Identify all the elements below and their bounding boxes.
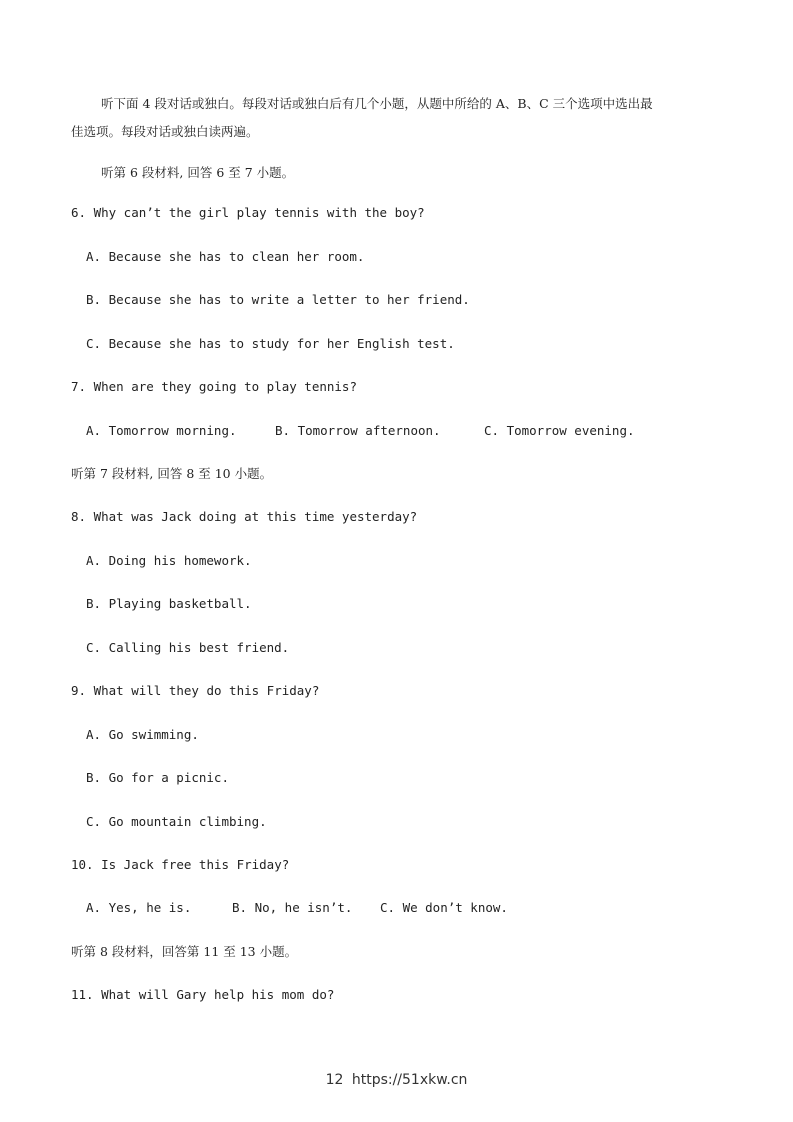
question-8-option-a: A. Doing his homework.	[86, 553, 252, 568]
section-8-header: 听第 8 段材料，回答第 11 至 13 小题。	[71, 944, 298, 959]
question-10: 10. Is Jack free this Friday?	[71, 857, 290, 872]
question-10-option-a: A. Yes, he is.	[86, 900, 192, 915]
question-8-option-b: B. Playing basketball.	[86, 596, 252, 611]
question-9-option-b: B. Go for a picnic.	[86, 770, 229, 785]
page-number: 12	[325, 1072, 344, 1088]
question-9: 9. What will they do this Friday?	[71, 683, 320, 698]
question-7: 7. When are they going to play tennis?	[71, 379, 357, 394]
question-11: 11. What will Gary help his mom do?	[71, 987, 335, 1002]
question-6: 6. Why can’t the girl play tennis with the boy?	[71, 205, 425, 220]
instructions-line-2: 佳选项。每段对话或独白读两遍。	[71, 124, 259, 139]
instructions-line-1: 听下面 4 段对话或独白。每段对话或独白后有几个小题，从题中所给的 A、B、C 三个选项中选出最	[101, 96, 653, 111]
question-10-option-c: C. We don’t know.	[380, 900, 508, 915]
question-6-option-a: A. Because she has to clean her room.	[86, 249, 365, 264]
page-footer	[0, 1071, 793, 1089]
section-7-header: 听第 7 段材料, 回答 8 至 10 小题。	[71, 466, 273, 481]
question-10-option-b: B. No, he isn’t.	[232, 900, 353, 915]
question-9-option-a: A. Go swimming.	[86, 727, 199, 742]
footer-site-link[interactable]: https://51xkw.cn	[351, 1072, 468, 1088]
question-9-option-c: C. Go mountain climbing.	[86, 814, 267, 829]
question-6-option-b: B. Because she has to write a letter to her friend.	[86, 292, 470, 307]
question-7-option-c: C. Tomorrow evening.	[484, 423, 635, 438]
question-8: 8. What was Jack doing at this time yesterday?	[71, 509, 418, 524]
question-6-option-c: C. Because she has to study for her English test.	[86, 336, 455, 351]
question-8-option-c: C. Calling his best friend.	[86, 640, 290, 655]
section-6-header: 听第 6 段材料, 回答 6 至 7 小题。	[101, 165, 295, 180]
question-7-option-a: A. Tomorrow morning.	[86, 423, 237, 438]
question-7-option-b: B. Tomorrow afternoon.	[275, 423, 441, 438]
